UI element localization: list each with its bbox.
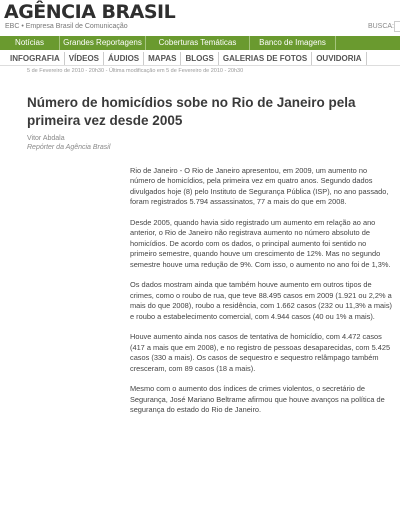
nav-item-grandes-reportagens[interactable]: Grandes Reportagens [60,36,146,50]
article-paragraph: Desde 2005, quando havia sido registrado um aumento em relação ao ano anterior, o Rio de Janeiro não registrava aumento no número absoluto de homicídios. De acordo com os dados, o principal aumento foi sentido no primeiro semestre, quando houve um crescimento de 12%. Mas no segundo semestre houve uma redução de 9%. Com isso, o aumento no ano foi de 1,3%. [130,218,391,269]
nav-item-ouvidoria[interactable]: OUVIDORIA [312,52,366,65]
article-paragraph: Os dados mostram ainda que também houve aumento em outros tipos de crimes, como o roubo de rua, que teve 88.495 casos em 2009 (1.921 ou 2,2% a mais do que 2008), roubo a residência, com 1.662 casos (232 ou 11,3% a mais) e roubo a estabelecimento comercial, com 4.944 casos (40 ou 1% a mais). [130,280,392,321]
nav-item-banco-de-imagens[interactable]: Banco de Imagens [250,36,336,50]
site-logo[interactable]: AGÊNCIA BRASIL [4,1,176,23]
search-label: BUSCA: [367,23,394,30]
nav-item-noticias[interactable]: Notícias [0,36,60,50]
article-author: Vitor Abdala [27,135,65,142]
article-paragraph: Houve aumento ainda nos casos de tentativa de homicídio, com 4.472 casos (417 a mais que em 2008), e no registro de pessoas desaparecidas, com 5.425 casos (330 a mais). Os casos de sequestro e sequestro relâmpago também cresceram, com 89 casos (18 a mais). [130,332,391,373]
secondary-nav [0,52,400,66]
nav-item-mapas[interactable]: MAPAS [144,52,181,65]
nav-item-coberturas-tematicas[interactable]: Coberturas Temáticas [146,36,250,50]
nav-item-videos[interactable]: VÍDEOS [65,52,104,65]
search-input[interactable] [394,21,400,32]
article-title: Número de homicídios sobe no Rio de Janeiro pela primeira vez desde 2005 [27,95,356,128]
article-dateline: 5 de Fevereiro de 2010 - 20h30 - Última modificação em 5 de Fevereiro de 2010 - 20h30 [27,68,244,74]
site-tagline: EBC • Empresa Brasil de Comunicação [5,23,128,30]
article-body [130,166,392,426]
article-paragraph: Rio de Janeiro - O Rio de Janeiro apresentou, em 2009, um aumento no número de homicídios, pela primeira vez em quatro anos. Segundo dados divulgados hoje (8) pelo Instituto de Segurança Pública (ISP), no ano passado, foram registrados 5.794 assassinatos, 77 a mais do que em 2008. [130,166,389,207]
masthead [0,0,400,35]
primary-nav [0,36,400,50]
article-paragraph: Mesmo com o aumento dos índices de crimes violentos, o secretário de Segurança, José Mariano Beltrame afirmou que houve avanços na política de segurança do estado do Rio de Janeiro. [130,384,385,415]
nav-item-audios[interactable]: ÁUDIOS [104,52,144,65]
article-author-role: Repórter da Agência Brasil [27,144,111,151]
nav-item-blogs[interactable]: BLOGS [181,52,218,65]
nav-item-galerias-de-fotos[interactable]: GALERIAS DE FOTOS [219,52,312,65]
nav-item-infografia[interactable]: INFOGRAFIA [0,52,65,65]
